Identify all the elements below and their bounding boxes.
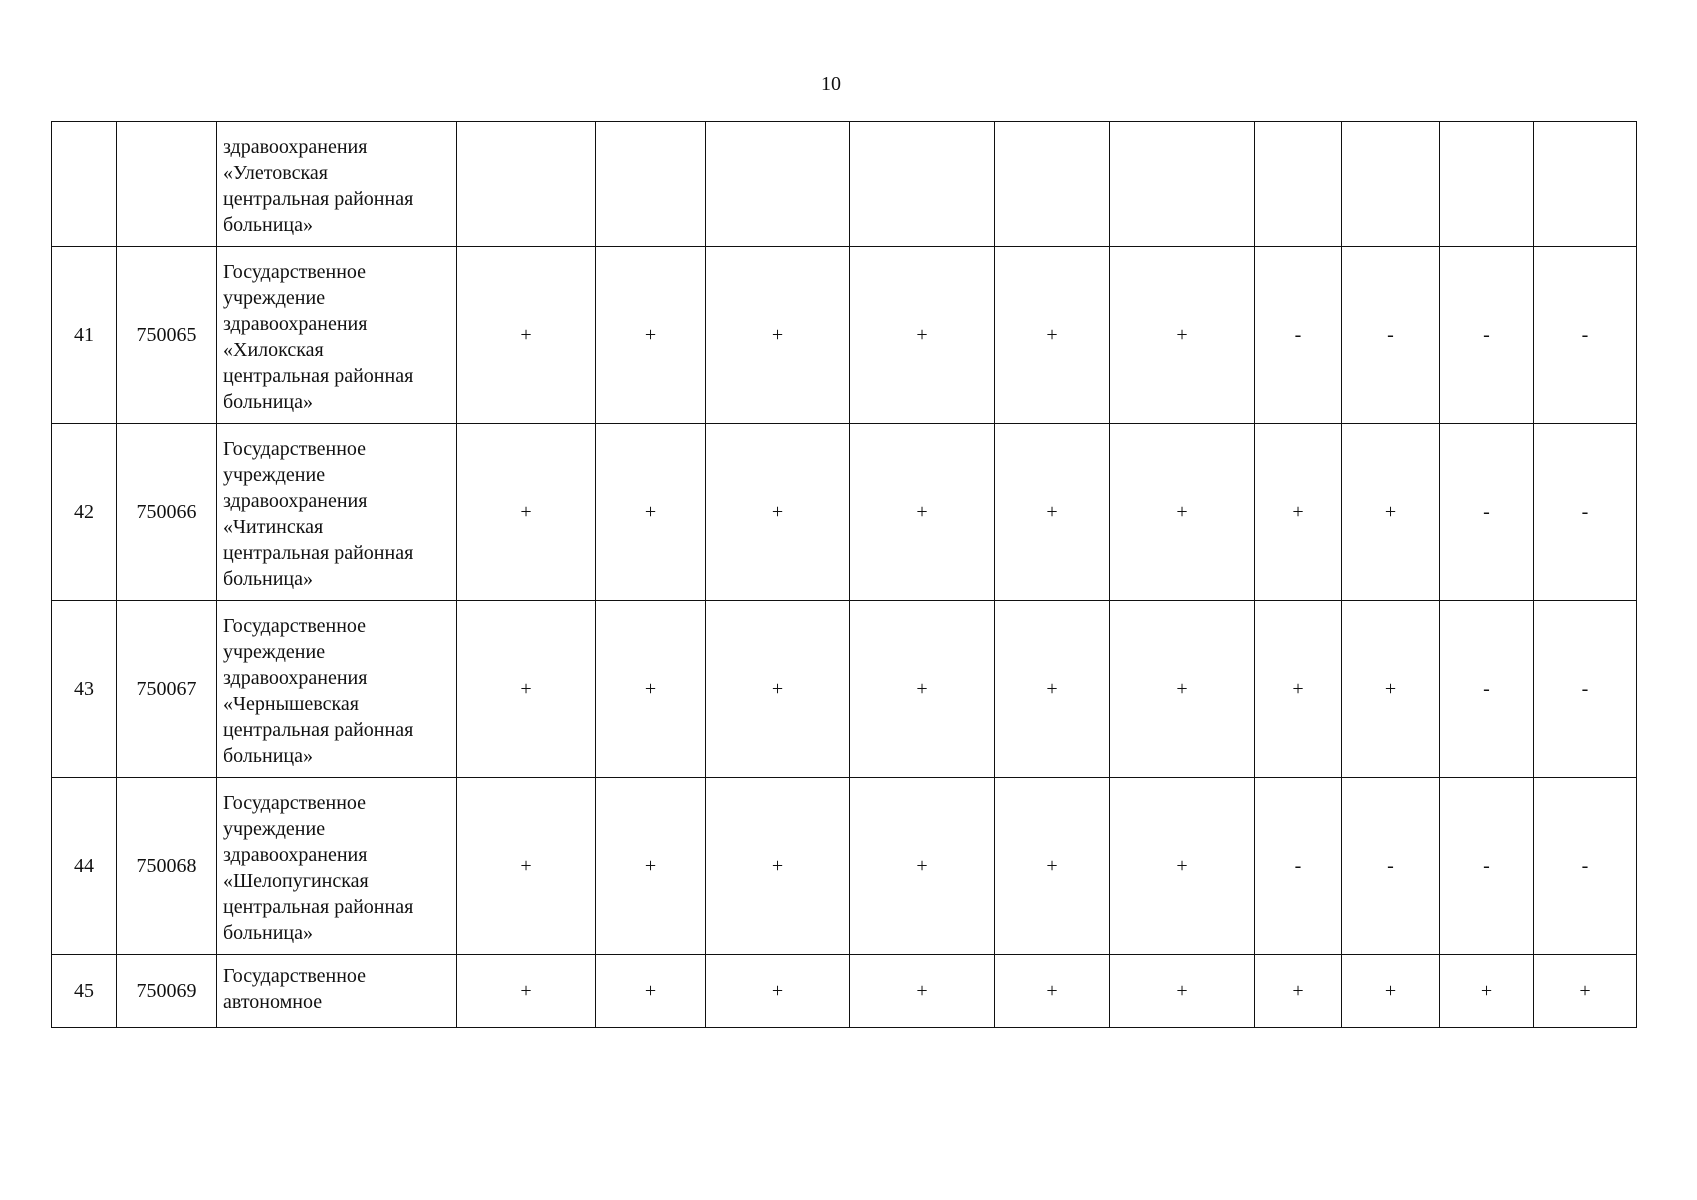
mark-cell: + [850,247,995,424]
institution-name-line: больница» [223,391,313,413]
mark-cell: + [1255,955,1342,1028]
row-number-cell: 44 [52,778,117,955]
mark-cell: + [596,778,706,955]
mark-cell [457,122,596,247]
mark-cell: - [1534,601,1637,778]
mark-cell: + [995,955,1110,1028]
mark-cell: + [850,778,995,955]
mark-cell [1440,122,1534,247]
mark-cell: + [1255,424,1342,601]
mark-cell: + [1440,955,1534,1028]
institution-name-line: учреждение [223,464,326,486]
institution-name-line: здравоохранения [223,667,368,689]
institution-name-line: «Хилокская [223,339,324,361]
mark-cell [1110,122,1255,247]
institution-name-line: здравоохранения [223,136,368,158]
institutions-table [51,121,1637,1028]
mark-cell: + [995,247,1110,424]
mark-cell [596,122,706,247]
mark-cell: - [1534,247,1637,424]
mark-cell: + [1255,601,1342,778]
institution-code-cell: 750067 [117,601,217,778]
institution-name-line: больница» [223,568,313,590]
mark-cell: + [1110,424,1255,601]
institution-name-cell [217,247,457,424]
institution-name-line: центральная районная [223,719,414,741]
table-row [52,424,1637,601]
table-row [52,601,1637,778]
mark-cell: + [706,601,850,778]
row-number-cell: 42 [52,424,117,601]
mark-cell: + [457,424,596,601]
institution-code-cell: 750069 [117,955,217,1028]
institution-name-line: «Чернышевская [223,693,359,715]
institution-name-cell [217,778,457,955]
institution-name-cell [217,424,457,601]
mark-cell: - [1440,247,1534,424]
mark-cell: + [850,955,995,1028]
mark-cell: - [1342,778,1440,955]
row-number-cell [52,122,117,247]
institution-name-line: центральная районная [223,188,414,210]
mark-cell: + [706,778,850,955]
institution-name-line: «Читинская [223,516,324,538]
institution-name-line: Государственное [223,792,367,814]
institution-name-cell [217,955,457,1028]
mark-cell: + [706,955,850,1028]
mark-cell: - [1440,778,1534,955]
mark-cell [995,122,1110,247]
institution-name-cell [217,122,457,247]
institution-name-line: автономное [223,991,323,1013]
institution-name-line: Государственное [223,438,367,460]
page-number: 10 [821,73,841,95]
mark-cell: + [706,424,850,601]
institution-name-line: центральная районная [223,542,414,564]
mark-cell: - [1440,424,1534,601]
mark-cell [1534,122,1637,247]
institution-name-line: больница» [223,214,313,236]
mark-cell: + [850,424,995,601]
institution-name-cell [217,601,457,778]
mark-cell: - [1255,778,1342,955]
institution-name-line: «Шелопугинская [223,870,369,892]
mark-cell: + [457,778,596,955]
institution-name-line: здравоохранения [223,313,368,335]
mark-cell: - [1534,424,1637,601]
table-row [52,778,1637,955]
mark-cell: + [1342,424,1440,601]
institution-code-cell: 750066 [117,424,217,601]
institution-name-line: Государственное [223,965,367,987]
institution-name-line: больница» [223,745,313,767]
mark-cell: + [995,778,1110,955]
table-body [52,122,1637,1028]
institution-name-line: центральная районная [223,896,414,918]
mark-cell: + [457,247,596,424]
mark-cell: - [1255,247,1342,424]
mark-cell: + [457,955,596,1028]
mark-cell: + [1342,955,1440,1028]
mark-cell: + [1110,955,1255,1028]
table-row [52,247,1637,424]
mark-cell [706,122,850,247]
row-number-cell: 43 [52,601,117,778]
mark-cell [850,122,995,247]
institution-name-line: учреждение [223,818,326,840]
mark-cell: + [1110,601,1255,778]
mark-cell [1255,122,1342,247]
institution-code-cell: 750068 [117,778,217,955]
mark-cell: - [1440,601,1534,778]
row-number-cell: 41 [52,247,117,424]
institution-name-line: учреждение [223,287,326,309]
mark-cell: + [995,601,1110,778]
mark-cell [1342,122,1440,247]
mark-cell: + [457,601,596,778]
institution-name-line: «Улетовская [223,162,328,184]
row-number-cell: 45 [52,955,117,1028]
institution-name-line: здравоохранения [223,844,368,866]
mark-cell: + [596,601,706,778]
institution-name-line: больница» [223,922,313,944]
institution-name-line: здравоохранения [223,490,368,512]
table-row [52,122,1637,247]
table-row [52,955,1637,1028]
mark-cell: + [995,424,1110,601]
mark-cell: - [1342,247,1440,424]
institution-code-cell: 750065 [117,247,217,424]
institution-name-line: Государственное [223,261,367,283]
mark-cell: + [850,601,995,778]
mark-cell: + [596,247,706,424]
institution-name-line: учреждение [223,641,326,663]
mark-cell: + [1534,955,1637,1028]
mark-cell: + [1110,247,1255,424]
mark-cell: + [706,247,850,424]
mark-cell: + [1110,778,1255,955]
institution-name-line: Государственное [223,615,367,637]
mark-cell: + [596,424,706,601]
mark-cell: + [1342,601,1440,778]
mark-cell: + [596,955,706,1028]
institution-name-line: центральная районная [223,365,414,387]
mark-cell: - [1534,778,1637,955]
institution-code-cell [117,122,217,247]
